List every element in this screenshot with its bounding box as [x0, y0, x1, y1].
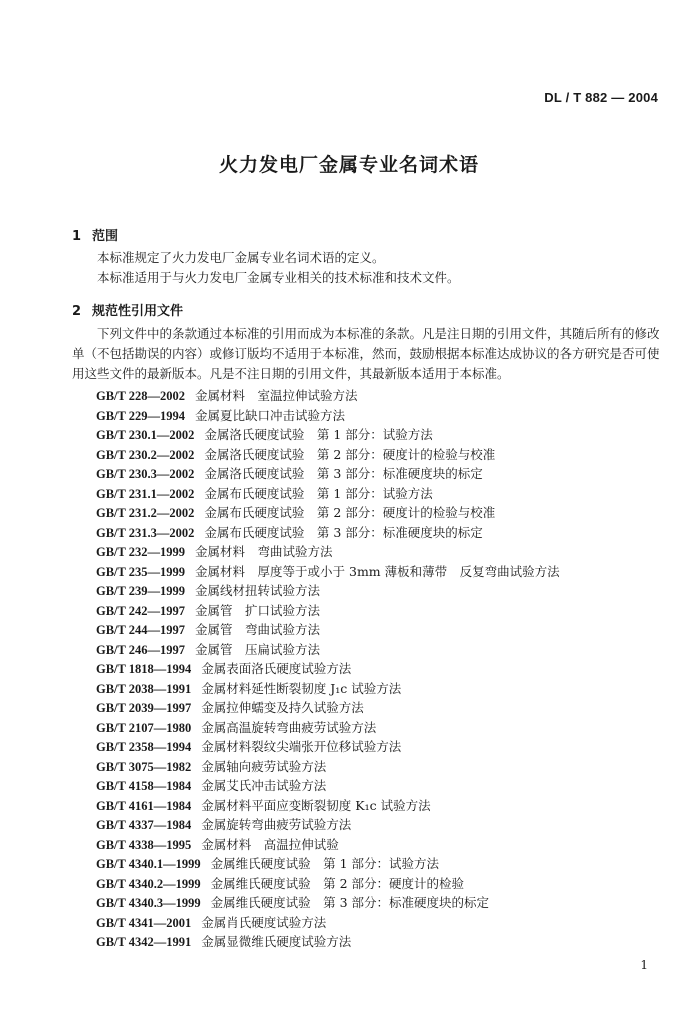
reference-item — [96, 523, 560, 543]
reference-item — [96, 659, 560, 679]
reference-code: GB/T 230.1—2002 — [96, 428, 195, 442]
reference-item — [96, 932, 560, 952]
reference-code: GB/T 2107—1980 — [96, 720, 192, 735]
reference-code: GB/T 4337—1984 — [96, 818, 192, 832]
reference-title: 金属材料 高温拉伸试验 — [201, 836, 339, 852]
reference-item — [96, 815, 560, 835]
reference-code: GB/T 1818—1994 — [96, 662, 192, 676]
reference-title: 金属维氏硬度试验 第 2 部分：硬度计的检验 — [210, 875, 465, 891]
reference-title: 金属管 弯曲试验方法 — [195, 622, 321, 637]
reference-code: GB/T 2038—1991 — [96, 681, 192, 696]
reference-item — [96, 718, 560, 738]
reference-item — [96, 893, 560, 913]
reference-code: GB/T 2039—1997 — [96, 701, 192, 715]
reference-title: 金属显微维氏硬度试验方法 — [201, 934, 352, 949]
reference-item — [96, 562, 560, 582]
reference-title: 金属管 压扁试验方法 — [195, 641, 321, 657]
reference-item — [96, 913, 560, 933]
reference-code: GB/T 230.3—2002 — [96, 467, 195, 481]
reference-title: 金属材料延性断裂韧度 J₁c 试验方法 — [201, 680, 402, 696]
reference-code: GB/T 231.3—2002 — [96, 525, 195, 540]
section-1-paragraph: 本标准规定了火力发电厂金属专业名词术语的定义。 — [97, 250, 385, 265]
section-1-paragraph: 本标准适用于与火力发电厂金属专业相关的技术标准和技术文件。 — [97, 270, 460, 285]
standard-code: DL / T 882 — 2004 — [544, 90, 658, 105]
reference-title: 金属轴向疲劳试验方法 — [201, 758, 327, 774]
reference-title: 金属材料裂纹尖端张开位移试验方法 — [201, 739, 402, 754]
reference-list — [96, 386, 560, 952]
reference-item — [96, 698, 560, 718]
reference-code: GB/T 229—1994 — [96, 408, 186, 423]
reference-code: GB/T 231.2—2002 — [96, 506, 195, 520]
section-2-intro: 下列文件中的条款通过本标准的引用而成为本标准的条款。凡是注日期的引用文件，其随后所有的修改单（不包括勘误的内容）或修订版均不适用于本标准，然而，鼓励根据本标准达成协议的各方研究是否可使用这些文件的最新版本。凡是不注日期的引用文件，其最新版本适用于本标准。 — [72, 326, 660, 381]
reference-code: GB/T 4342—1991 — [96, 935, 192, 949]
section-2-heading — [72, 300, 183, 319]
reference-item — [96, 737, 560, 757]
reference-item — [96, 776, 560, 796]
reference-title: 金属洛氏硬度试验 第 3 部分：标准硬度块的标定 — [204, 466, 483, 481]
reference-code: GB/T 4340.1—1999 — [96, 857, 201, 871]
reference-title: 金属管 扩口试验方法 — [195, 602, 321, 618]
reference-item — [96, 406, 560, 426]
reference-code: GB/T 2358—1994 — [96, 740, 192, 754]
reference-item — [96, 854, 560, 874]
reference-title: 金属肖氏硬度试验方法 — [201, 914, 327, 930]
reference-code: GB/T 4161—1984 — [96, 798, 192, 813]
section-1-heading — [72, 225, 118, 244]
reference-item — [96, 620, 560, 640]
reference-title: 金属洛氏硬度试验 第 1 部分：试验方法 — [204, 427, 433, 442]
reference-item — [96, 640, 560, 660]
document-title: 火力发电厂金属专业名词术语 — [218, 154, 479, 176]
reference-title: 金属材料 厚度等于或小于 3mm 薄板和薄带 反复弯曲试验方法 — [195, 563, 560, 579]
page-number: 1 — [640, 958, 648, 972]
reference-title: 金属拉伸蠕变及持久试验方法 — [201, 700, 364, 715]
reference-title: 金属布氏硬度试验 第 1 部分：试验方法 — [204, 485, 433, 501]
reference-item — [96, 542, 560, 562]
reference-code: GB/T 239—1999 — [96, 584, 186, 598]
reference-item — [96, 386, 560, 406]
reference-title: 金属布氏硬度试验 第 3 部分：标准硬度块的标定 — [204, 524, 483, 540]
reference-item — [96, 796, 560, 816]
reference-title: 金属材料 室温拉伸试验方法 — [195, 388, 358, 403]
reference-item — [96, 464, 560, 484]
reference-title: 金属艾氏冲击试验方法 — [201, 778, 327, 793]
reference-code: GB/T 3075—1982 — [96, 759, 192, 774]
reference-title: 金属洛氏硬度试验 第 2 部分：硬度计的检验与校准 — [204, 446, 496, 462]
reference-code: GB/T 242—1997 — [96, 603, 186, 618]
section-title: 范围 — [92, 229, 119, 244]
reference-item — [96, 425, 560, 445]
section-number: 1 — [72, 229, 82, 244]
reference-code: GB/T 228—2002 — [96, 389, 186, 403]
reference-item — [96, 445, 560, 465]
reference-code: GB/T 4341—2001 — [96, 915, 192, 930]
reference-code: GB/T 230.2—2002 — [96, 447, 195, 462]
reference-code: GB/T 4338—1995 — [96, 837, 192, 852]
reference-title: 金属布氏硬度试验 第 2 部分：硬度计的检验与校准 — [204, 505, 496, 520]
reference-title: 金属表面洛氏硬度试验方法 — [201, 661, 352, 676]
reference-title: 金属材料平面应变断裂韧度 K₁c 试验方法 — [201, 797, 431, 813]
reference-item — [96, 503, 560, 523]
reference-item — [96, 757, 560, 777]
reference-item — [96, 679, 560, 699]
reference-item — [96, 601, 560, 621]
reference-item — [96, 874, 560, 894]
reference-code: GB/T 246—1997 — [96, 642, 186, 657]
reference-code: GB/T 4158—1984 — [96, 779, 192, 793]
reference-title: 金属材料 弯曲试验方法 — [195, 544, 333, 559]
reference-title: 金属旋转弯曲疲劳试验方法 — [201, 817, 352, 832]
reference-code: GB/T 232—1999 — [96, 545, 186, 559]
reference-title: 金属夏比缺口冲击试验方法 — [195, 407, 346, 423]
reference-item — [96, 484, 560, 504]
reference-title: 金属线材扭转试验方法 — [195, 583, 321, 598]
section-number: 2 — [72, 304, 82, 319]
reference-item — [96, 581, 560, 601]
section-title: 规范性引用文件 — [92, 304, 184, 319]
reference-code: GB/T 231.1—2002 — [96, 486, 195, 501]
reference-code: GB/T 244—1997 — [96, 623, 186, 637]
reference-title: 金属维氏硬度试验 第 3 部分：标准硬度块的标定 — [210, 895, 490, 910]
reference-code: GB/T 4340.3—1999 — [96, 896, 201, 910]
reference-title: 金属高温旋转弯曲疲劳试验方法 — [201, 719, 377, 735]
reference-code: GB/T 4340.2—1999 — [96, 876, 201, 891]
reference-title: 金属维氏硬度试验 第 1 部分：试验方法 — [210, 856, 440, 871]
reference-item — [96, 835, 560, 855]
reference-code: GB/T 235—1999 — [96, 564, 186, 579]
